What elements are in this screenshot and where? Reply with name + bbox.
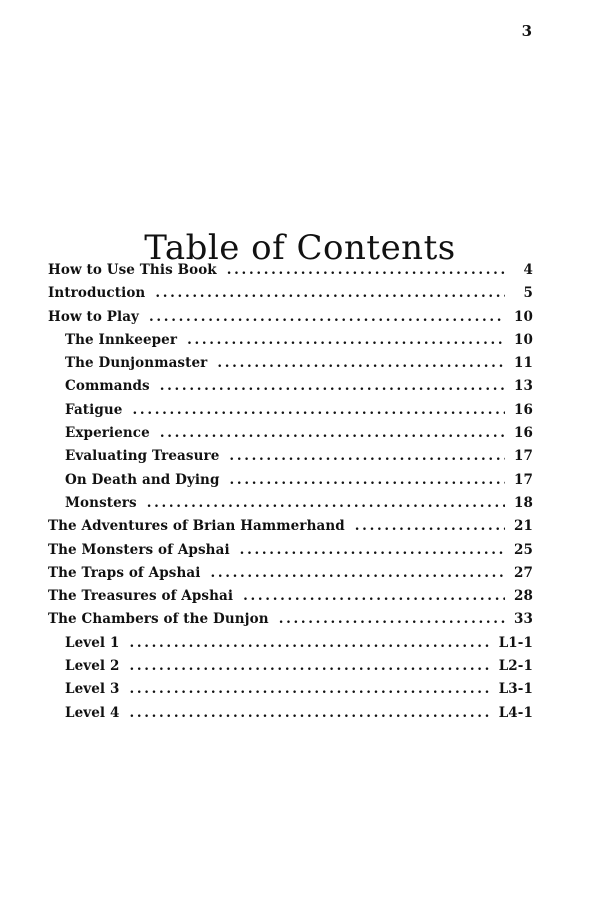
toc-subentry[interactable] bbox=[48, 681, 533, 704]
dot-leader bbox=[147, 495, 505, 511]
toc-subentry[interactable] bbox=[48, 355, 533, 378]
dot-leader bbox=[129, 705, 490, 721]
dot-leader bbox=[217, 355, 505, 371]
toc-entry-page: 11 bbox=[514, 355, 533, 372]
toc-entry-page: 17 bbox=[514, 471, 533, 488]
toc-entry-page: L1-1 bbox=[498, 634, 533, 651]
toc-entry-page: 4 bbox=[523, 262, 533, 278]
toc-entry-label: On Death and Dying bbox=[65, 471, 220, 488]
toc-subentry[interactable] bbox=[48, 658, 533, 681]
toc-entry[interactable] bbox=[48, 309, 533, 332]
toc-entry-label: The Monsters of Apshai bbox=[48, 541, 230, 558]
dot-leader bbox=[279, 611, 505, 627]
toc-entry[interactable] bbox=[48, 285, 533, 308]
toc-subentry[interactable] bbox=[48, 402, 533, 425]
toc-entry-page: 25 bbox=[514, 541, 533, 558]
toc-entry-label: Level 3 bbox=[65, 681, 120, 698]
toc-entry-label: The Treasures of Apshai bbox=[48, 588, 234, 605]
toc-entry-label: The Traps of Apshai bbox=[48, 564, 201, 581]
toc-subentry[interactable] bbox=[48, 495, 533, 518]
dot-leader bbox=[243, 588, 505, 604]
dot-leader bbox=[155, 285, 505, 301]
page-number: 3 bbox=[521, 22, 532, 40]
dot-leader bbox=[129, 681, 490, 697]
toc-entry-page: 16 bbox=[514, 425, 533, 442]
toc-subentry[interactable] bbox=[48, 635, 533, 658]
toc-entry-page: L4-1 bbox=[498, 704, 533, 721]
toc-entry-page: 10 bbox=[514, 331, 533, 348]
dot-leader bbox=[133, 402, 505, 418]
toc-entry-label: Level 2 bbox=[65, 658, 120, 675]
toc-entry[interactable] bbox=[48, 262, 533, 285]
toc-entry-page: 17 bbox=[514, 448, 533, 465]
toc-subentry[interactable] bbox=[48, 378, 533, 401]
dot-leader bbox=[227, 262, 505, 278]
toc-entry-label: Introduction bbox=[48, 285, 146, 302]
toc-entry-label: How to Use This Book bbox=[48, 262, 217, 278]
dot-leader bbox=[355, 518, 505, 534]
dot-leader bbox=[229, 448, 505, 464]
dot-leader bbox=[160, 425, 505, 441]
toc-entry-page: 13 bbox=[514, 378, 533, 395]
toc-entry-label: Fatigue bbox=[65, 401, 123, 418]
table-of-contents bbox=[48, 262, 533, 728]
dot-leader bbox=[129, 658, 490, 674]
toc-entry-label: The Dunjonmaster bbox=[65, 355, 208, 372]
toc-entry-label: Level 4 bbox=[65, 704, 120, 721]
toc-entry-page: 28 bbox=[514, 588, 533, 605]
dot-leader bbox=[129, 635, 490, 651]
toc-entry-label: Experience bbox=[65, 425, 150, 442]
toc-entry-label: Level 1 bbox=[65, 634, 120, 651]
toc-entry-page: 18 bbox=[514, 494, 533, 511]
toc-entry-page: 21 bbox=[514, 518, 533, 535]
toc-entry[interactable] bbox=[48, 588, 533, 611]
toc-entry[interactable] bbox=[48, 565, 533, 588]
toc-subentry[interactable] bbox=[48, 472, 533, 495]
toc-entry-label: Evaluating Treasure bbox=[65, 448, 220, 465]
toc-subentry[interactable] bbox=[48, 705, 533, 728]
page-title: Table of Contents bbox=[144, 227, 456, 268]
toc-entry-page: 33 bbox=[514, 611, 533, 628]
toc-entry-label: The Innkeeper bbox=[65, 331, 178, 348]
toc-entry[interactable] bbox=[48, 611, 533, 634]
dot-leader bbox=[230, 472, 505, 488]
toc-entry-page: 10 bbox=[514, 308, 533, 325]
toc-entry[interactable] bbox=[48, 518, 533, 541]
toc-entry-label: Monsters bbox=[65, 494, 137, 511]
toc-entry-page: L3-1 bbox=[498, 681, 533, 698]
dot-leader bbox=[160, 378, 505, 394]
toc-entry-page: 27 bbox=[514, 564, 533, 581]
toc-subentry[interactable] bbox=[48, 448, 533, 471]
toc-subentry[interactable] bbox=[48, 425, 533, 448]
dot-leader bbox=[149, 309, 505, 325]
dot-leader bbox=[240, 542, 505, 558]
toc-subentry[interactable] bbox=[48, 332, 533, 355]
toc-entry[interactable] bbox=[48, 542, 533, 565]
toc-entry-page: L2-1 bbox=[498, 658, 533, 675]
toc-entry-label: How to Play bbox=[48, 308, 139, 325]
dot-leader bbox=[210, 565, 505, 581]
toc-entry-label: Commands bbox=[65, 378, 150, 395]
toc-entry-page: 5 bbox=[523, 285, 533, 302]
toc-entry-label: The Adventures of Brian Hammerhand bbox=[48, 518, 345, 535]
toc-entry-label: The Chambers of the Dunjon bbox=[48, 611, 269, 628]
toc-entry-page: 16 bbox=[514, 401, 533, 418]
dot-leader bbox=[187, 332, 505, 348]
